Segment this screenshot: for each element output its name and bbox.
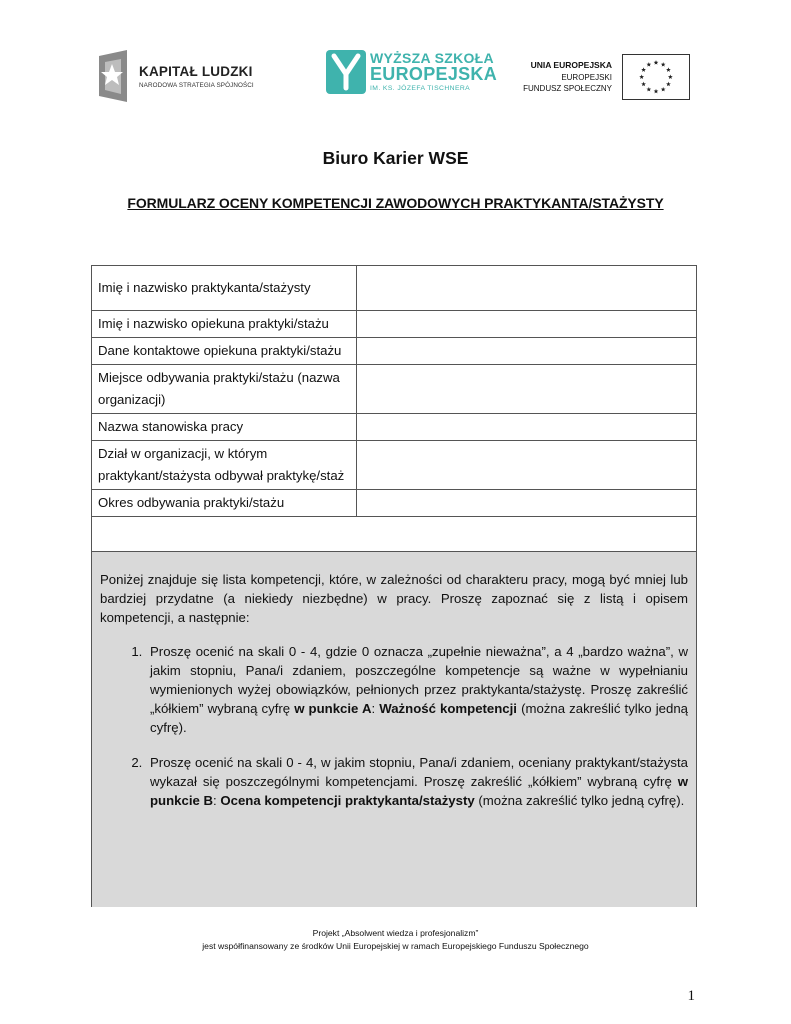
field-value-input[interactable] bbox=[357, 365, 697, 414]
list-item bbox=[146, 753, 688, 810]
table-row bbox=[92, 365, 696, 414]
eu-logo bbox=[512, 54, 690, 102]
footer-line1: Projekt „Absolwent wiedza i profesjonalizm” bbox=[312, 928, 479, 938]
item2-text-b: (można zakreślić tylko jedną cyfrę). bbox=[474, 793, 685, 808]
eu-line3: FUNDUSZ SPOŁECZNY bbox=[523, 84, 612, 93]
item1-colon: : bbox=[371, 701, 380, 716]
item2-bold-b: Ocena kompetencji praktykanta/stażysty bbox=[220, 793, 475, 808]
eu-star-icon bbox=[646, 87, 651, 91]
item1-text-a: Proszę ocenić na skali 0 - 4, gdzie 0 oznacza „zupełnie nieważna”, a 4 „bardzo ważna”, w jakim stopniu, Pana/i zdaniem, poszczególne kompetencje są ważne w wypełnianiu wymienionych wyżej obowiązków, pełnionych przez praktykanta/stażystę. Proszę zakreślić „kółkiem” wybraną cyfrę bbox=[150, 644, 688, 716]
wse-line3: IM. KS. JÓZEFA TISCHNERA bbox=[370, 85, 471, 92]
field-value-input[interactable] bbox=[357, 414, 697, 441]
instructions-list bbox=[100, 642, 688, 810]
field-value-input[interactable] bbox=[357, 490, 697, 517]
form-box bbox=[91, 265, 697, 907]
eu-line2: EUROPEJSKI bbox=[561, 73, 612, 82]
item1-text-b: (można zakreślić tylko jedną cyfrę). bbox=[150, 701, 689, 735]
logo-row bbox=[0, 44, 791, 108]
field-label: Imię i nazwisko opiekuna praktyki/stażu bbox=[92, 311, 357, 338]
table-row bbox=[92, 266, 696, 311]
table-row bbox=[92, 490, 696, 517]
item2-colon: : bbox=[213, 793, 221, 808]
fields-table bbox=[92, 266, 696, 517]
eu-star-icon bbox=[654, 60, 659, 64]
eu-star-icon bbox=[641, 82, 646, 86]
table-row bbox=[92, 338, 696, 365]
item1-bold-a: w punkcie A bbox=[294, 701, 372, 716]
eu-star-icon bbox=[661, 62, 666, 66]
eu-star-icon bbox=[661, 87, 666, 91]
item2-bold-a: w punkcie B bbox=[150, 774, 688, 808]
kapital-ludzki-logo bbox=[97, 50, 277, 102]
eu-star-icon bbox=[641, 67, 646, 71]
field-label: Okres odbywania praktyki/stażu bbox=[92, 490, 357, 517]
wse-line1: WYŻSZA SZKOŁA bbox=[370, 50, 494, 66]
table-row bbox=[92, 414, 696, 441]
field-value-input[interactable] bbox=[357, 441, 697, 490]
form-subtitle: FORMULARZ OCENY KOMPETENCJI ZAWODOWYCH PRAKTYKANTA/STAŻYSTY bbox=[127, 195, 664, 211]
wse-logo bbox=[326, 46, 498, 102]
kapital-ludzki-title: KAPITAŁ LUDZKI bbox=[139, 64, 253, 79]
wse-line2: EUROPEJSKA bbox=[370, 64, 498, 84]
field-label: Imię i nazwisko praktykanta/stażysty bbox=[92, 266, 357, 311]
wse-mark-icon bbox=[326, 50, 366, 94]
eu-star-icon bbox=[639, 75, 644, 79]
field-value-input[interactable] bbox=[357, 266, 697, 311]
eu-star-icon bbox=[666, 82, 671, 86]
eu-star-icon bbox=[646, 62, 651, 66]
instructions-intro: Poniżej znajduje się lista kompetencji, które, w zależności od charakteru pracy, mogą być mniej lub bardziej przydatne (a niekiedy niezbędne) w pracy. Proszę zapoznać się z listą i opisem kompetencji, a następnie: bbox=[100, 572, 688, 625]
eu-star-icon bbox=[668, 75, 673, 79]
instructions-panel bbox=[92, 551, 696, 907]
item1-bold-b: Ważność kompetencji bbox=[379, 701, 517, 716]
eu-flag-icon bbox=[622, 54, 690, 100]
eu-star-icon bbox=[666, 67, 671, 71]
eu-line1: UNIA EUROPEJSKA bbox=[530, 60, 612, 70]
table-row bbox=[92, 311, 696, 338]
field-value-input[interactable] bbox=[357, 338, 697, 365]
eu-star-icon bbox=[654, 89, 659, 93]
table-row bbox=[92, 441, 696, 490]
field-label: Miejsce odbywania praktyki/stażu (nazwa organizacji) bbox=[92, 365, 357, 414]
field-label: Nazwa stanowiska pracy bbox=[92, 414, 357, 441]
page-title: Biuro Karier WSE bbox=[322, 148, 469, 168]
kapital-ludzki-subtitle: NARODOWA STRATEGIA SPÓJNOŚCI bbox=[139, 82, 254, 89]
list-item bbox=[146, 642, 688, 737]
page-number: 1 bbox=[687, 988, 695, 1004]
field-label: Dział w organizacji, w którym praktykant/stażysta odbywał praktykę/staż bbox=[92, 441, 357, 490]
field-label: Dane kontaktowe opiekuna praktyki/stażu bbox=[92, 338, 357, 365]
footer-line2: jest współfinansowany ze środków Unii Europejskiej w ramach Europejskiego Funduszu Społecznego bbox=[202, 941, 589, 951]
kapital-ludzki-mark-icon bbox=[97, 50, 131, 102]
field-value-input[interactable] bbox=[357, 311, 697, 338]
item2-text-a: Proszę ocenić na skali 0 - 4, w jakim stopniu, Pana/i zdaniem, oceniany praktykant/stażysta wykazał się poszczególnymi kompetencjami. Proszę zakreślić „kółkiem” wybraną cyfrę bbox=[150, 755, 688, 789]
footer bbox=[0, 927, 791, 953]
